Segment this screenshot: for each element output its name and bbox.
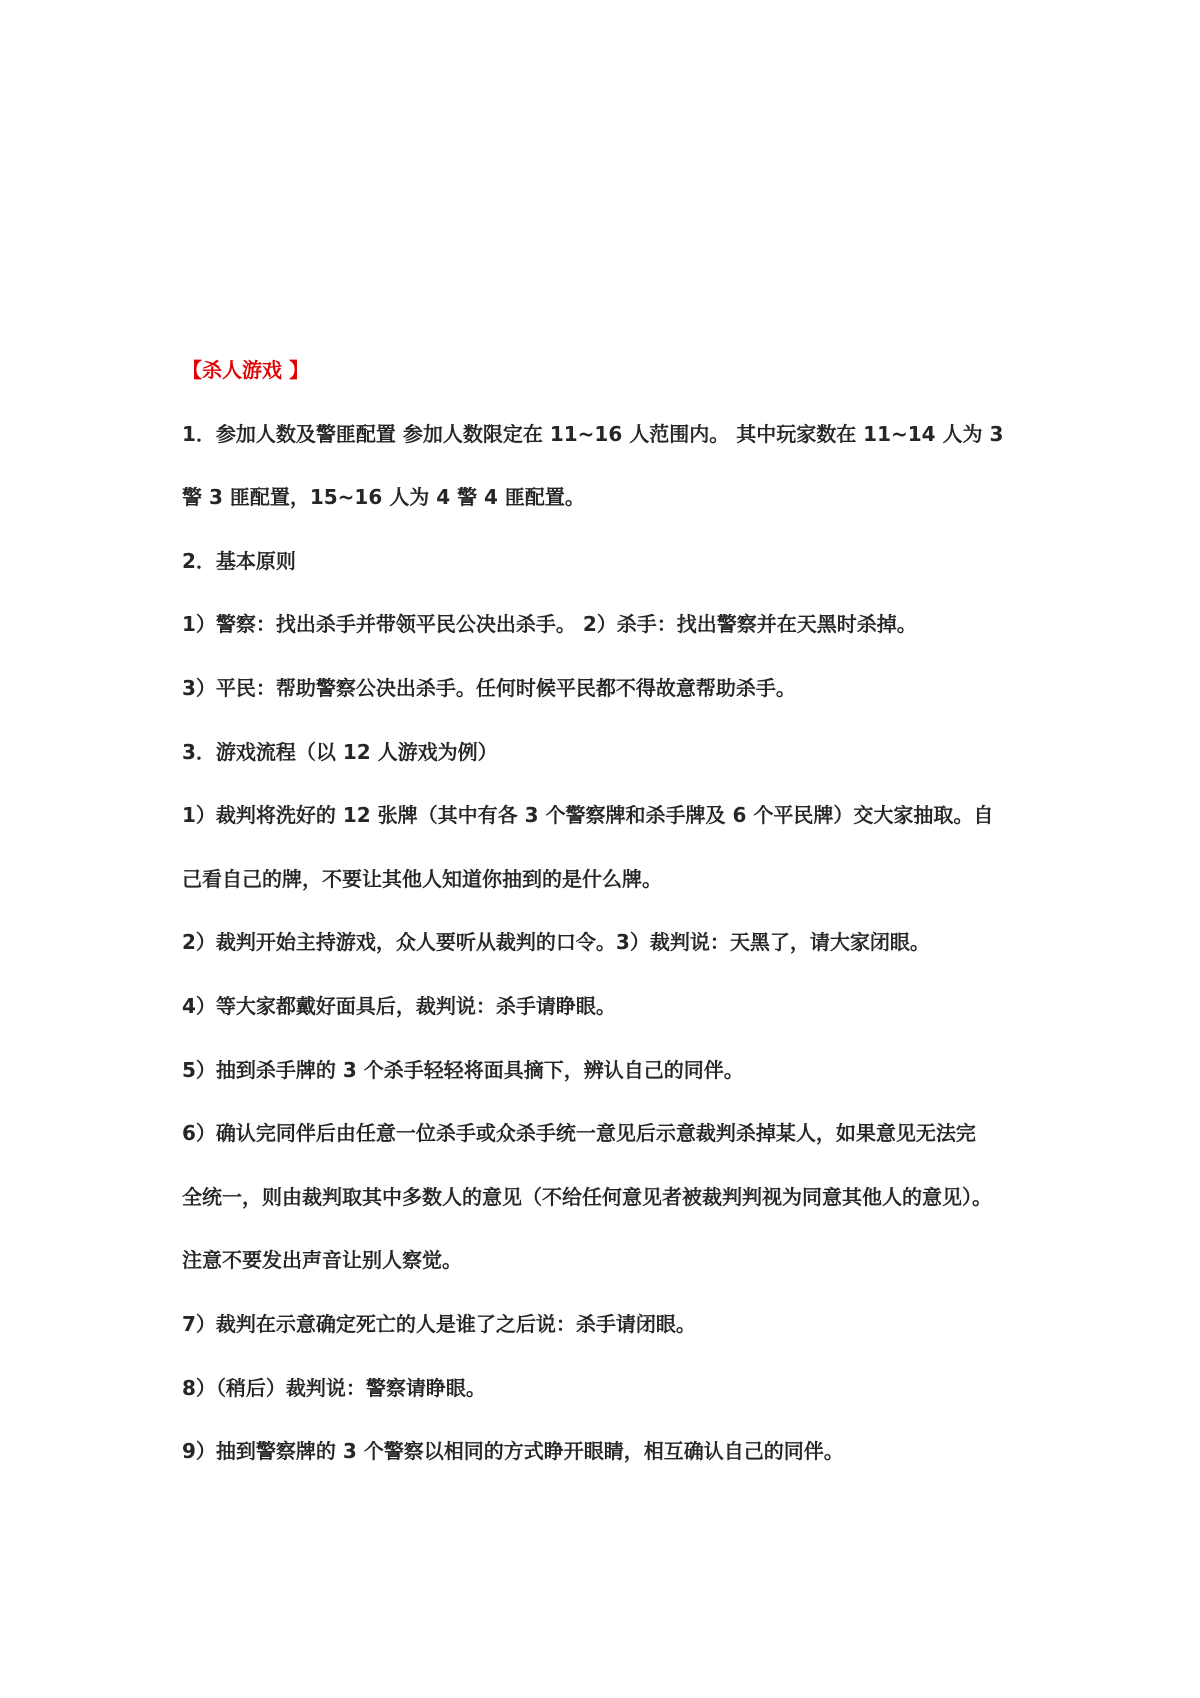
- line-7: 1）裁判将洗好的 12 张牌（其中有各 3 个警察牌和杀手牌及 6 个平民牌）交大家抽取。自: [182, 803, 994, 828]
- line-5: 3）平民：帮助警察公决出杀手。任何时候平民都不得故意帮助杀手。: [182, 675, 796, 700]
- line-9: 2）裁判开始主持游戏，众人要听从裁判的口令。3）裁判说：天黑了，请大家闭眼。: [182, 930, 930, 955]
- line-17: 9）抽到警察牌的 3 个警察以相同的方式睁开眼睛，相互确认自己的同伴。: [182, 1439, 844, 1464]
- line-15: 7）裁判在示意确定死亡的人是谁了之后说：杀手请闭眼。: [182, 1311, 696, 1336]
- line-13: 全统一，则由裁判取其中多数人的意见（不给任何意见者被裁判判视为同意其他人的意见）。: [182, 1184, 992, 1209]
- line-12: 6）确认完同伴后由任意一位杀手或众杀手统一意见后示意裁判杀掉某人，如果意见无法完: [182, 1121, 976, 1146]
- line-1: 1．参加人数及警匪配置 参加人数限定在 11~16 人范围内。 其中玩家数在 11~14 人为 3: [182, 421, 1004, 446]
- line-14: 注意不要发出声音让别人察觉。: [182, 1248, 462, 1273]
- line-4: 1）警察：找出杀手并带领平民公决出杀手。 2）杀手：找出警察并在天黑时杀掉。: [182, 612, 917, 637]
- document-title: 【杀人游戏 】: [182, 358, 309, 382]
- document-body: [182, 352, 1032, 1497]
- line-16: 8）（稍后）裁判说：警察请睁眼。: [182, 1375, 486, 1400]
- line-10: 4）等大家都戴好面具后，裁判说：杀手请睁眼。: [182, 993, 616, 1018]
- line-2: 警 3 匪配置，15~16 人为 4 警 4 匪配置。: [182, 485, 585, 510]
- line-8: 己看自己的牌，不要让其他人知道你抽到的是什么牌。: [182, 866, 662, 891]
- line-11: 5）抽到杀手牌的 3 个杀手轻轻将面具摘下，辨认自己的同伴。: [182, 1057, 744, 1082]
- line-3: 2．基本原则: [182, 548, 296, 573]
- line-6: 3．游戏流程（以 12 人游戏为例）: [182, 739, 498, 764]
